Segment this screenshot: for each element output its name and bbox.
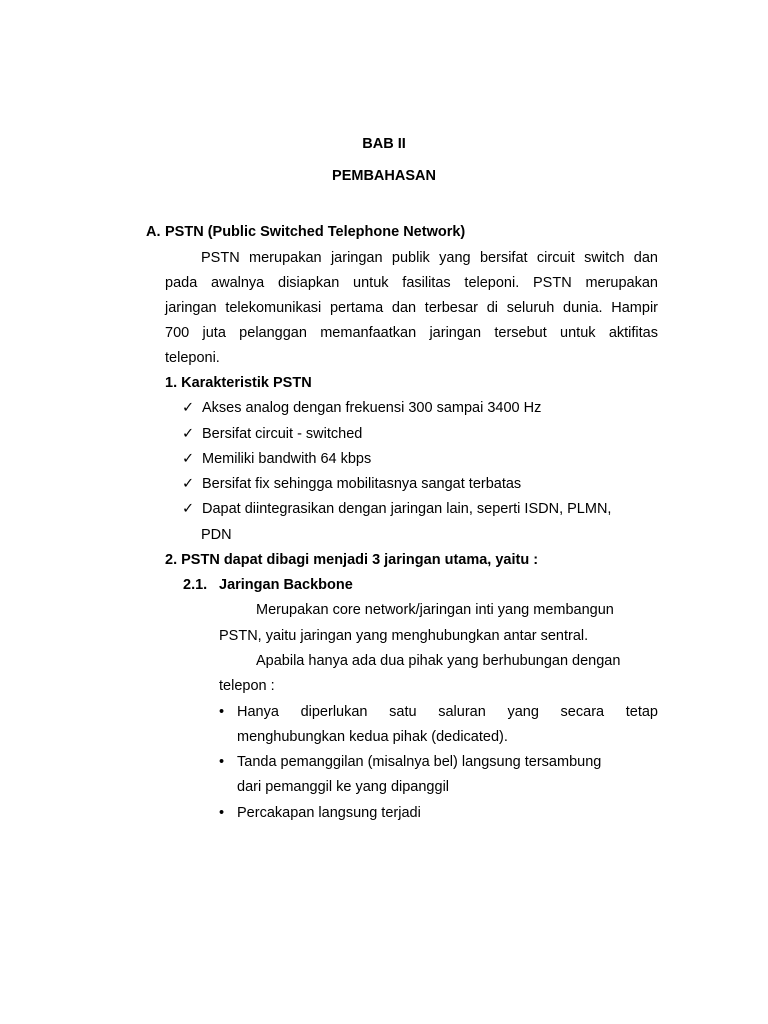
- paragraph-line: telepon :: [219, 678, 275, 694]
- section-a-marker: A.: [146, 224, 161, 240]
- bullet-item-line: dari pemanggil ke yang dipanggil: [237, 779, 450, 795]
- bullet-item-line: menghubungkan kedua pihak (dedicated).: [237, 729, 508, 745]
- section-a-heading: PSTN (Public Switched Telephone Network): [165, 224, 466, 240]
- subsection-2-1-heading: Jaringan Backbone: [219, 577, 353, 593]
- paragraph-line: PSTN, yaitu jaringan yang menghubungkan antar sentral.: [219, 628, 589, 644]
- checkmark-icon: ✓: [182, 426, 195, 442]
- chapter-number: BAB II: [362, 136, 406, 152]
- bullet-icon: •: [219, 754, 225, 770]
- paragraph-line: teleponi.: [165, 350, 220, 366]
- subsection-2-heading: 2. PSTN dapat dibagi menjadi 3 jaringan utama, yaitu :: [165, 552, 539, 568]
- checkmark-icon: ✓: [182, 501, 195, 517]
- checkmark-icon: ✓: [182, 400, 195, 416]
- paragraph-line: Apabila hanya ada dua pihak yang berhubungan dengan: [256, 653, 621, 669]
- paragraph-line: PSTN merupakan jaringan publik yang bersifat circuit switch dan: [201, 250, 658, 266]
- checklist-item-label: Bersifat circuit - switched: [202, 426, 363, 442]
- bullet-item-line: Percakapan langsung terjadi: [237, 805, 421, 821]
- paragraph-line: pada awalnya disiapkan untuk fasilitas teleponi. PSTN merupakan: [165, 275, 658, 291]
- checklist-item-label: Bersifat fix sehingga mobilitasnya sangat terbatas: [202, 476, 522, 492]
- checklist-item-continuation: PDN: [201, 527, 232, 543]
- chapter-title: PEMBAHASAN: [332, 168, 436, 184]
- checklist-item: [182, 425, 362, 443]
- paragraph-line: 700 juta pelanggan memanfaatkan jaringan tersebut untuk aktifitas: [165, 325, 658, 341]
- checklist-item-label: Memiliki bandwith 64 kbps: [202, 451, 372, 467]
- checklist-item: [182, 450, 371, 468]
- bullet-item-line: Hanya diperlukan satu saluran yang secara tetap: [237, 704, 658, 720]
- paragraph-line: Merupakan core network/jaringan inti yang membangun: [256, 602, 614, 618]
- checklist-item-label: Akses analog dengan frekuensi 300 sampai 3400 Hz: [202, 400, 542, 416]
- paragraph-line: jaringan telekomunikasi pertama dan terbesar di seluruh dunia. Hampir: [165, 300, 658, 316]
- checklist-item: [182, 500, 611, 518]
- bullet-icon: •: [219, 704, 225, 720]
- checkmark-icon: ✓: [182, 476, 195, 492]
- subsection-2-1-number: 2.1.: [183, 577, 208, 593]
- checkmark-icon: ✓: [182, 451, 195, 467]
- checklist-item-label: Dapat diintegrasikan dengan jaringan lain, seperti ISDN, PLMN,: [202, 501, 612, 517]
- bullet-item-line: Tanda pemanggilan (misalnya bel) langsung tersambung: [237, 754, 602, 770]
- checklist-item: [182, 399, 541, 417]
- bullet-icon: •: [219, 805, 225, 821]
- checklist-item: [182, 475, 521, 493]
- subsection-1-heading: 1. Karakteristik PSTN: [165, 375, 312, 391]
